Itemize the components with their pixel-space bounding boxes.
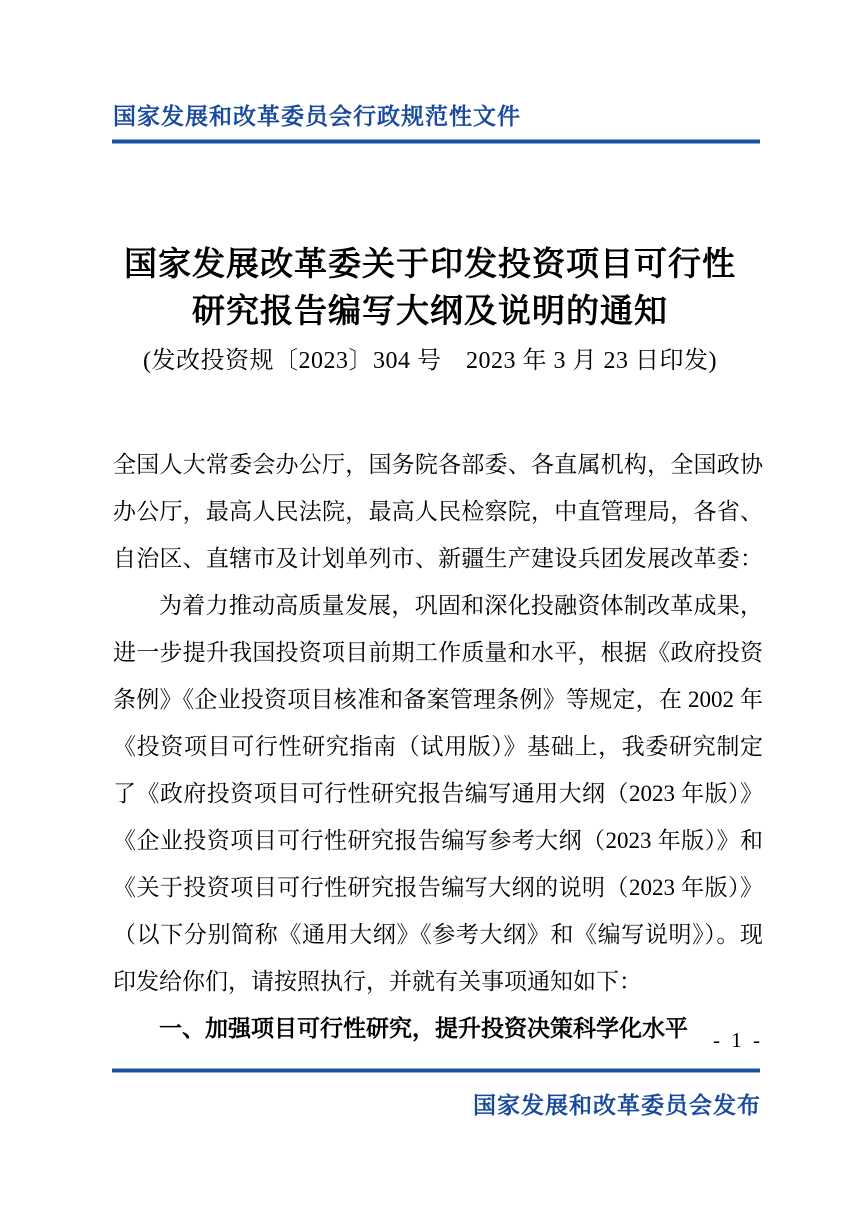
- body-line: 进一步提升我国投资项目前期工作质量和水平，根据《政府投资: [113, 640, 763, 665]
- body-line: 办公厅，最高人民法院，最高人民检察院，中直管理局，各省、: [113, 499, 763, 524]
- document-body: [113, 441, 763, 1052]
- footer-rule: [112, 1068, 760, 1073]
- page-number: - 1 -: [713, 1028, 761, 1052]
- section-heading: 一、加强项目可行性研究，提升投资决策科学化水平: [159, 1015, 688, 1041]
- body-line: 《投资项目可行性研究指南（试用版）》基础上，我委研究制定: [113, 734, 763, 759]
- document-title: [0, 242, 860, 336]
- document-title-line-1: 国家发展改革委关于印发投资项目可行性: [124, 247, 736, 283]
- header-rule: [112, 139, 760, 144]
- body-line: 为着力推动高质量发展，巩固和深化投融资体制改革成果，: [159, 593, 763, 618]
- body-line: 全国人大常委会办公厅，国务院各部委、各直属机构，全国政协: [113, 452, 763, 477]
- document-category-header: 国家发展和改革委员会行政规范性文件: [113, 103, 521, 129]
- body-line: 自治区、直辖市及计划单列市、新疆生产建设兵团发展改革委：: [113, 546, 763, 571]
- publisher-footer: 国家发展和改革委员会发布: [473, 1092, 761, 1118]
- body-line: 了《政府投资项目可行性研究报告编写通用大纲（2023 年版）》: [113, 781, 763, 806]
- body-line: 条例》《企业投资项目核准和备案管理条例》等规定，在 2002 年: [113, 687, 763, 712]
- body-line: （以下分别简称《通用大纲》《参考大纲》和《编写说明》）。现: [113, 922, 763, 947]
- document-title-line-2: 研究报告编写大纲及说明的通知: [192, 294, 668, 330]
- body-line: 《企业投资项目可行性研究报告编写参考大纲（2023 年版）》和: [113, 828, 763, 853]
- document-number-subtitle: (发改投资规〔2023〕304 号 2023 年 3 月 23 日印发): [143, 348, 717, 374]
- body-line: 印发给你们，请按照执行，并就有关事项通知如下：: [113, 969, 642, 994]
- body-line: 《关于投资项目可行性研究报告编写大纲的说明（2023 年版）》: [113, 875, 763, 900]
